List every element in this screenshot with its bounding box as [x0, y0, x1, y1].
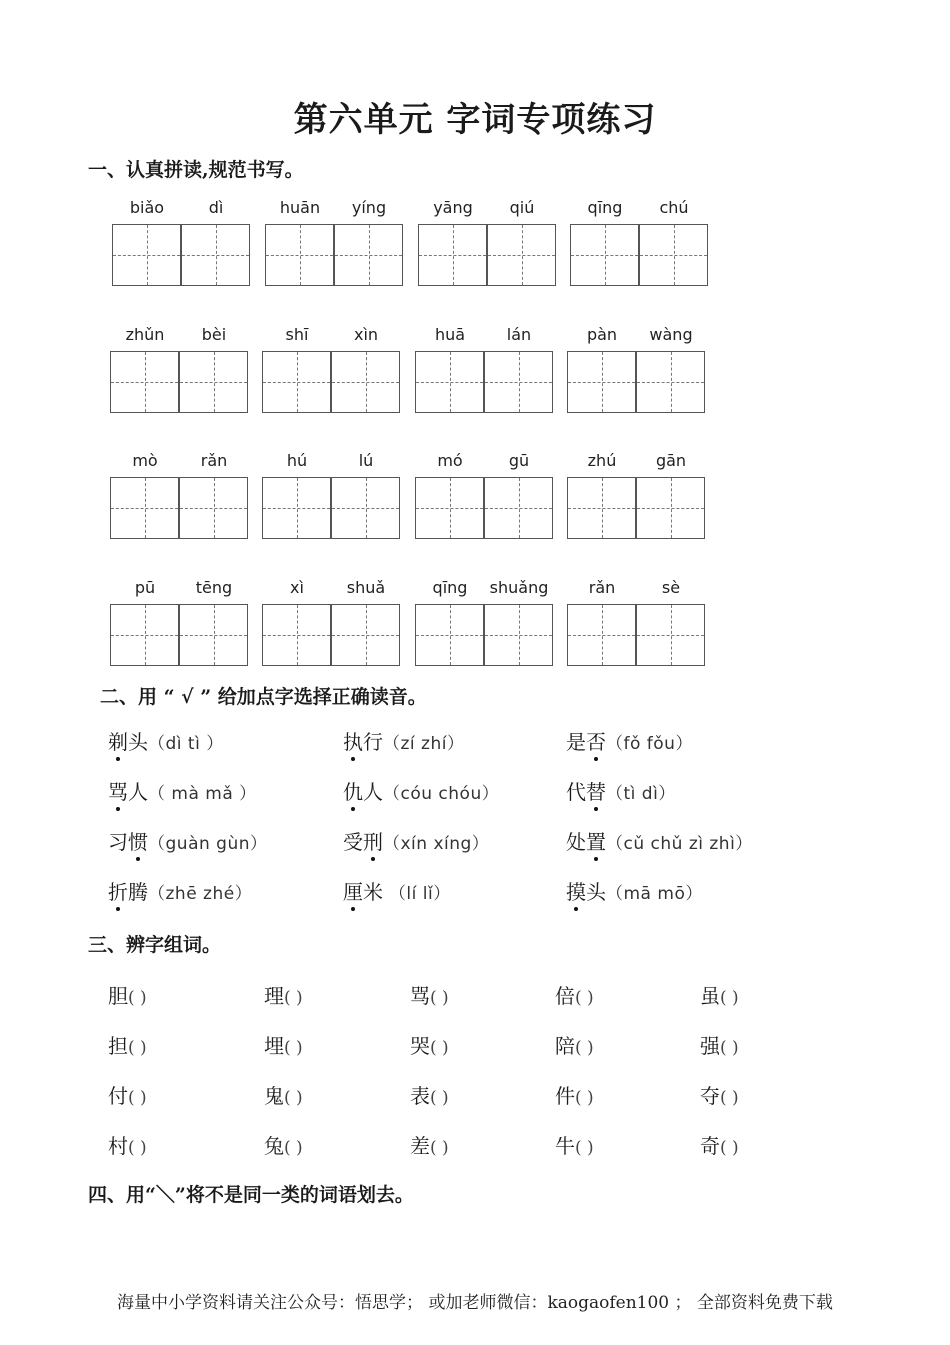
char: 夺 — [700, 1084, 720, 1108]
reading-options[interactable]: （fǒ fǒu） — [606, 734, 693, 754]
tianzi-box[interactable] — [331, 604, 400, 666]
pinyin-label: gū — [508, 451, 530, 470]
answer-blank[interactable]: ( ) — [430, 1038, 449, 1058]
pinyin-label: qīng — [432, 578, 468, 597]
char-item — [108, 980, 147, 1009]
pronunciation-item — [343, 776, 499, 805]
pinyin-label: zhú — [587, 451, 617, 470]
tianzi-box[interactable] — [484, 477, 553, 539]
tianzi-box[interactable] — [484, 604, 553, 666]
tianzi-box[interactable] — [570, 224, 639, 286]
char-item — [264, 980, 303, 1009]
char: 强 — [700, 1034, 720, 1058]
word-text: 代替 — [566, 780, 606, 804]
tianzi-box[interactable] — [331, 477, 400, 539]
tianzi-box[interactable] — [487, 224, 556, 286]
char: 差 — [410, 1134, 430, 1158]
char-item — [700, 1030, 739, 1059]
tianzi-box[interactable] — [265, 224, 334, 286]
dotted-char: 置 — [586, 826, 606, 855]
pinyin-label: rǎn — [200, 451, 228, 470]
char: 担 — [108, 1034, 128, 1058]
char: 倍 — [555, 984, 575, 1008]
char: 陪 — [555, 1034, 575, 1058]
answer-blank[interactable]: ( ) — [430, 988, 449, 1008]
pinyin-label: shuǎng — [489, 578, 549, 597]
char: 理 — [264, 984, 284, 1008]
tianzi-box[interactable] — [181, 224, 250, 286]
pronunciation-item — [343, 726, 464, 755]
answer-blank[interactable]: ( ) — [720, 1038, 739, 1058]
tianzi-box[interactable] — [567, 351, 636, 413]
char: 鬼 — [264, 1084, 284, 1108]
pinyin-label: rǎn — [588, 578, 616, 597]
word-text: 执行 — [343, 730, 383, 754]
pronunciation-item — [566, 876, 703, 905]
word-text: 仇人 — [343, 780, 383, 804]
pinyin-label: zhǔn — [125, 325, 165, 344]
pinyin-row — [0, 451, 950, 581]
char-item — [264, 1030, 303, 1059]
footer-note: 海量中小学资料请关注公众号：悟思学； 或加老师微信：kaogaofen100 ； 全部资料免费下载 — [117, 1293, 833, 1313]
char-item — [700, 1080, 739, 1109]
pinyin-label: qiú — [509, 198, 535, 217]
reading-options[interactable]: （zí zhí） — [383, 734, 465, 754]
char-item — [555, 1080, 594, 1109]
answer-blank[interactable]: ( ) — [128, 988, 147, 1008]
reading-options[interactable]: （lí lǐ） — [383, 884, 451, 904]
answer-blank[interactable]: ( ) — [284, 1088, 303, 1108]
char-item — [555, 1030, 594, 1059]
reading-options[interactable]: （tì dì） — [606, 784, 676, 804]
pinyin-row — [0, 198, 950, 328]
tianzi-box[interactable] — [110, 477, 179, 539]
pronunciation-item — [108, 776, 257, 805]
char-item — [108, 1030, 147, 1059]
tianzi-box[interactable] — [262, 604, 331, 666]
pinyin-label: lán — [506, 325, 532, 344]
char: 骂 — [410, 984, 430, 1008]
answer-blank[interactable]: ( ) — [430, 1088, 449, 1108]
reading-options[interactable]: （xín xíng） — [383, 834, 490, 854]
pinyin-label: sè — [661, 578, 681, 597]
answer-blank[interactable]: ( ) — [575, 1038, 594, 1058]
reading-options[interactable]: （mā mō） — [606, 884, 703, 904]
word-text: 剃头 — [108, 730, 148, 754]
char: 件 — [555, 1084, 575, 1108]
tianzi-box[interactable] — [415, 351, 484, 413]
dotted-char: 折 — [108, 876, 128, 905]
pinyin-label: bèi — [201, 325, 227, 344]
pinyin-label: biǎo — [129, 198, 165, 217]
word-text: 摸头 — [566, 880, 606, 904]
pinyin-label: dì — [208, 198, 224, 217]
pronunciation-item — [108, 726, 224, 755]
word-text: 折腾 — [108, 880, 148, 904]
dotted-char: 刑 — [363, 826, 383, 855]
dotted-char: 厘 — [343, 876, 363, 905]
section2-heading: 二、用 “ √ ” 给加点字选择正确读音。 — [100, 686, 427, 708]
answer-blank[interactable]: ( ) — [575, 1088, 594, 1108]
char-item — [555, 1130, 594, 1159]
tianzi-box[interactable] — [179, 604, 248, 666]
pinyin-label: yíng — [351, 198, 387, 217]
pinyin-row — [0, 325, 950, 455]
answer-blank[interactable]: ( ) — [575, 1138, 594, 1158]
reading-options[interactable]: （ mà mǎ ） — [148, 784, 257, 804]
tianzi-box[interactable] — [110, 604, 179, 666]
char: 付 — [108, 1084, 128, 1108]
pinyin-label: lú — [358, 451, 374, 470]
answer-blank[interactable]: ( ) — [284, 1038, 303, 1058]
char-item — [108, 1130, 147, 1159]
tianzi-box[interactable] — [484, 351, 553, 413]
reading-options[interactable]: （cóu chóu） — [383, 784, 500, 804]
char: 虽 — [700, 984, 720, 1008]
char-item — [410, 1030, 449, 1059]
pronunciation-item — [343, 826, 489, 855]
answer-blank[interactable]: ( ) — [720, 988, 739, 1008]
tianzi-box[interactable] — [639, 224, 708, 286]
pinyin-label: tēng — [195, 578, 233, 597]
pinyin-label: chú — [659, 198, 689, 217]
section4-heading: 四、用“＼”将不是同一类的词语划去。 — [88, 1184, 414, 1206]
word-text: 处置 — [566, 830, 606, 854]
dotted-char: 摸 — [566, 876, 586, 905]
tianzi-box[interactable] — [415, 604, 484, 666]
reading-options[interactable]: （zhē zhé） — [148, 884, 253, 904]
dotted-char: 仇 — [343, 776, 363, 805]
pinyin-label: xì — [290, 578, 304, 597]
char-item — [700, 1130, 739, 1159]
word-text: 习惯 — [108, 830, 148, 854]
dotted-char: 否 — [586, 726, 606, 755]
tianzi-box[interactable] — [262, 477, 331, 539]
tianzi-box[interactable] — [334, 224, 403, 286]
section3-heading: 三、辨字组词。 — [88, 934, 222, 956]
dotted-char: 替 — [586, 776, 606, 805]
section1-heading: 一、认真拼读,规范书写。 — [88, 159, 304, 181]
tianzi-box[interactable] — [415, 477, 484, 539]
char-item — [264, 1130, 303, 1159]
pronunciation-item — [566, 826, 753, 855]
char-item — [410, 980, 449, 1009]
tianzi-box[interactable] — [110, 351, 179, 413]
tianzi-box[interactable] — [567, 477, 636, 539]
char: 村 — [108, 1134, 128, 1158]
pinyin-label: shuǎ — [346, 578, 386, 597]
tianzi-box[interactable] — [567, 604, 636, 666]
dotted-char: 剃 — [108, 726, 128, 755]
answer-blank[interactable]: ( ) — [128, 1138, 147, 1158]
char-item — [700, 980, 739, 1009]
char: 埋 — [264, 1034, 284, 1058]
pinyin-label: huān — [279, 198, 321, 217]
char: 兔 — [264, 1134, 284, 1158]
tianzi-box[interactable] — [262, 351, 331, 413]
dotted-char: 惯 — [128, 826, 148, 855]
char-item — [410, 1080, 449, 1109]
pinyin-label: qīng — [587, 198, 623, 217]
tianzi-box[interactable] — [418, 224, 487, 286]
pinyin-label: shī — [285, 325, 309, 344]
answer-blank[interactable]: ( ) — [720, 1088, 739, 1108]
word-text: 是否 — [566, 730, 606, 754]
tianzi-box[interactable] — [179, 477, 248, 539]
dotted-char: 骂 — [108, 776, 128, 805]
char: 表 — [410, 1084, 430, 1108]
tianzi-box[interactable] — [179, 351, 248, 413]
char: 哭 — [410, 1034, 430, 1058]
answer-blank[interactable]: ( ) — [720, 1138, 739, 1158]
char: 奇 — [700, 1134, 720, 1158]
char-item — [410, 1130, 449, 1159]
char-item — [108, 1080, 147, 1109]
pinyin-label: mó — [437, 451, 463, 470]
pinyin-label: huā — [434, 325, 466, 344]
pronunciation-item — [108, 826, 268, 855]
pinyin-label: mò — [132, 451, 158, 470]
reading-options[interactable]: （dì tì ） — [148, 734, 224, 754]
pronunciation-item — [566, 726, 693, 755]
reading-options[interactable]: （cǔ chǔ zì zhì） — [606, 834, 753, 854]
pronunciation-item — [108, 876, 252, 905]
char-item — [264, 1080, 303, 1109]
answer-blank[interactable]: ( ) — [430, 1138, 449, 1158]
answer-blank[interactable]: ( ) — [128, 1038, 147, 1058]
answer-blank[interactable]: ( ) — [128, 1088, 147, 1108]
tianzi-box[interactable] — [636, 477, 705, 539]
char: 胆 — [108, 984, 128, 1008]
pinyin-label: wàng — [649, 325, 693, 344]
answer-blank[interactable]: ( ) — [575, 988, 594, 1008]
answer-blank[interactable]: ( ) — [284, 988, 303, 1008]
tianzi-box[interactable] — [331, 351, 400, 413]
pinyin-label: gān — [655, 451, 687, 470]
dotted-char: 执 — [343, 726, 363, 755]
pinyin-label: pū — [134, 578, 156, 597]
pinyin-label: hú — [286, 451, 308, 470]
pinyin-label: xìn — [353, 325, 379, 344]
pronunciation-item — [566, 776, 676, 805]
answer-blank[interactable]: ( ) — [284, 1138, 303, 1158]
reading-options[interactable]: （guàn gùn） — [148, 834, 268, 854]
pronunciation-item — [343, 876, 451, 905]
word-text: 厘米 — [343, 880, 383, 904]
page-title: 第六单元 字词专项练习 — [293, 100, 657, 140]
tianzi-box[interactable] — [636, 604, 705, 666]
word-text: 受刑 — [343, 830, 383, 854]
char: 牛 — [555, 1134, 575, 1158]
word-text: 骂人 — [108, 780, 148, 804]
tianzi-box[interactable] — [112, 224, 181, 286]
char-item — [555, 980, 594, 1009]
pinyin-label: yāng — [433, 198, 473, 217]
pinyin-label: pàn — [586, 325, 618, 344]
tianzi-box[interactable] — [636, 351, 705, 413]
